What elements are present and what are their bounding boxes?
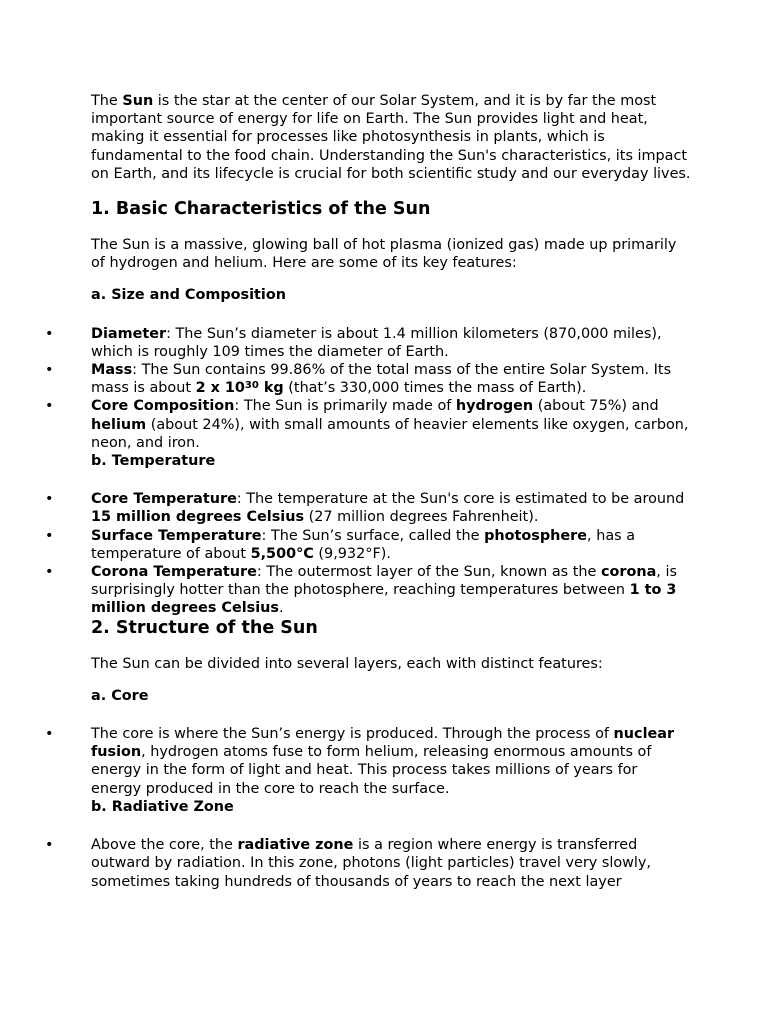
list-item-core-composition: • Core Composition: The Sun is primarily made of hydrogen (about 75%) and helium (about 24%), with small amounts of heavier elements like oxygen, carbon, neon, and iron.	[45, 398, 689, 451]
temperature-list	[45, 490, 691, 617]
bullet-icon: •	[45, 491, 54, 508]
subsection-size-composition-heading: a. Size and Composition	[91, 287, 286, 304]
list-item-core-temperature: • Core Temperature: The temperature at the Sun's core is estimated to be around 15 million degrees Celsius (27 million degrees Fahrenheit).	[45, 491, 685, 526]
section-1-heading: 1. Basic Characteristics of the Sun	[91, 199, 431, 220]
core-list	[45, 725, 691, 798]
radiative-zone-list	[45, 836, 691, 891]
bullet-icon: •	[45, 726, 54, 743]
bullet-icon: •	[45, 564, 54, 581]
list-item-core-description: • The core is where the Sun’s energy is produced. Through the process of nuclear fusion, hydrogen atoms fuse to form helium, releasing enormous amounts of energy in the form of light and heat. This process takes millions of years for energy produced in the core to reach the surface.	[45, 726, 675, 797]
list-item-radiative-zone-description: • Above the core, the radiative zone is a region where energy is transferred outward by radiation. In this zone, photons (light particles) travel very slowly, sometimes taking hundreds of thousands of years to reach the next layer	[45, 837, 652, 890]
bullet-icon: •	[45, 527, 54, 544]
intro-paragraph: The Sun is the star at the center of our Solar System, and it is by far the most important source of energy for life on Earth. The Sun provides light and heat, making it essential for processes like photosynthesis in plants, which is fundamental to the food chain. Understanding the Sun's characteristics, its impact on Earth, and its lifecycle is crucial for both scientific study and our everyday lives.	[91, 93, 691, 182]
list-item-corona-temperature: • Corona Temperature: The outermost layer of the Sun, known as the corona, is surprisingly hotter than the photosphere, reaching temperatures between 1 to 3 million degrees Celsius.	[45, 564, 677, 617]
list-item-mass: • Mass: The Sun contains 99.86% of the total mass of the entire Solar System. Its mass is about 2 x $10^{30}$ kg (that’s 330,000 times the mass of Earth).	[45, 362, 672, 397]
bullet-icon: •	[45, 398, 54, 415]
subsection-core-heading: a. Core	[91, 687, 149, 704]
subsection-radiative-zone-heading: b. Radiative Zone	[91, 798, 234, 815]
bullet-icon: •	[45, 837, 54, 854]
list-item-surface-temperature: • Surface Temperature: The Sun’s surface, called the photosphere, has a temperature of about 5,500°C (9,932°F).	[45, 527, 636, 562]
subsection-temperature-heading: b. Temperature	[91, 453, 216, 470]
section-1-intro: The Sun is a massive, glowing ball of hot plasma (ionized gas) made up primarily of hydrogen and helium. Here are some of its key features:	[91, 237, 677, 272]
bullet-icon: •	[45, 325, 54, 342]
section-2-intro: The Sun can be divided into several layers, each with distinct features:	[91, 655, 603, 672]
list-item-diameter: • Diameter: The Sun’s diameter is about 1.4 million kilometers (870,000 miles), which is roughly 109 times the diameter of Earth.	[45, 325, 662, 360]
bullet-icon: •	[45, 362, 54, 379]
size-composition-list	[45, 325, 691, 452]
document-body	[45, 92, 691, 891]
section-2-heading: 2. Structure of the Sun	[91, 617, 318, 638]
sun-term: Sun	[122, 93, 154, 109]
